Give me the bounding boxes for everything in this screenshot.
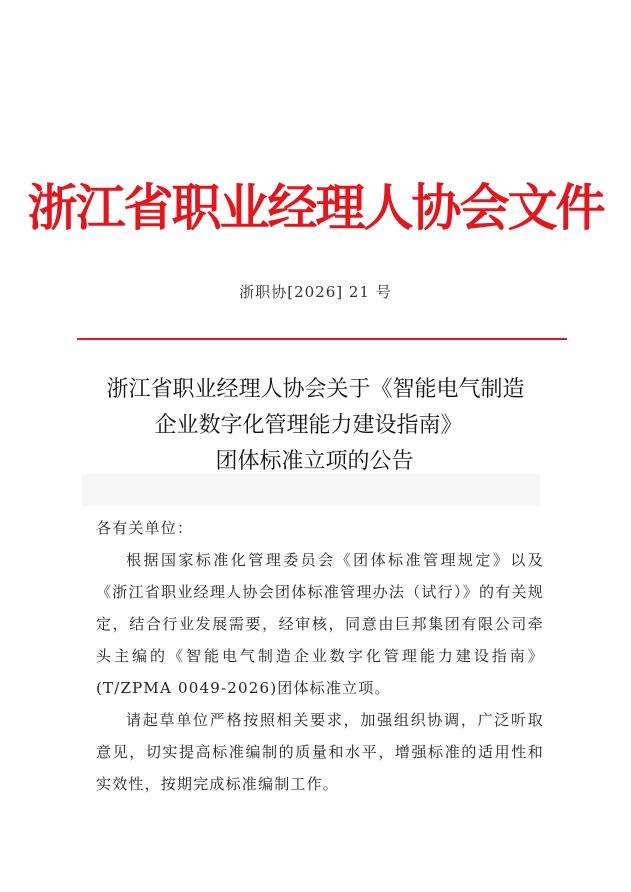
announcement-heading bbox=[0, 372, 631, 480]
heading-line-1: 浙江省职业经理人协会关于《智能电气制造 bbox=[106, 377, 525, 402]
heading-line-2: 企业数字化管理能力建设指南》 bbox=[154, 413, 463, 438]
body-paragraph-2: 请起草单位严格按照相关要求，加强组织协调，广泛听取意见，切实提高标准编制的质量和水平，增强标准的适用性和实效性，按期完成标准编制工作。 bbox=[96, 711, 544, 793]
heading-line-3: 团体标准立项的公告 bbox=[215, 449, 414, 474]
body-paragraph-1: 根据国家标准化管理委员会《团体标准管理规定》以及《浙江省职业经理人协会团体标准管理办法（试行）》的有关规定，结合行业发展需要，经审核，同意由巨邦集团有限公司牵头主编的《智能电气制造企业数字化管理能力建设指南》(T/ZPMA 0049-2026)团体标准立项。 bbox=[96, 551, 544, 697]
red-divider-line bbox=[77, 338, 567, 340]
shaded-band bbox=[82, 474, 540, 506]
salutation: 各有关单位： bbox=[96, 519, 194, 537]
document-org-title: 浙江省职业经理人协会文件 bbox=[27, 178, 604, 237]
document-number: 浙职协[2026] 21 号 bbox=[239, 283, 392, 301]
document-body bbox=[96, 512, 544, 800]
